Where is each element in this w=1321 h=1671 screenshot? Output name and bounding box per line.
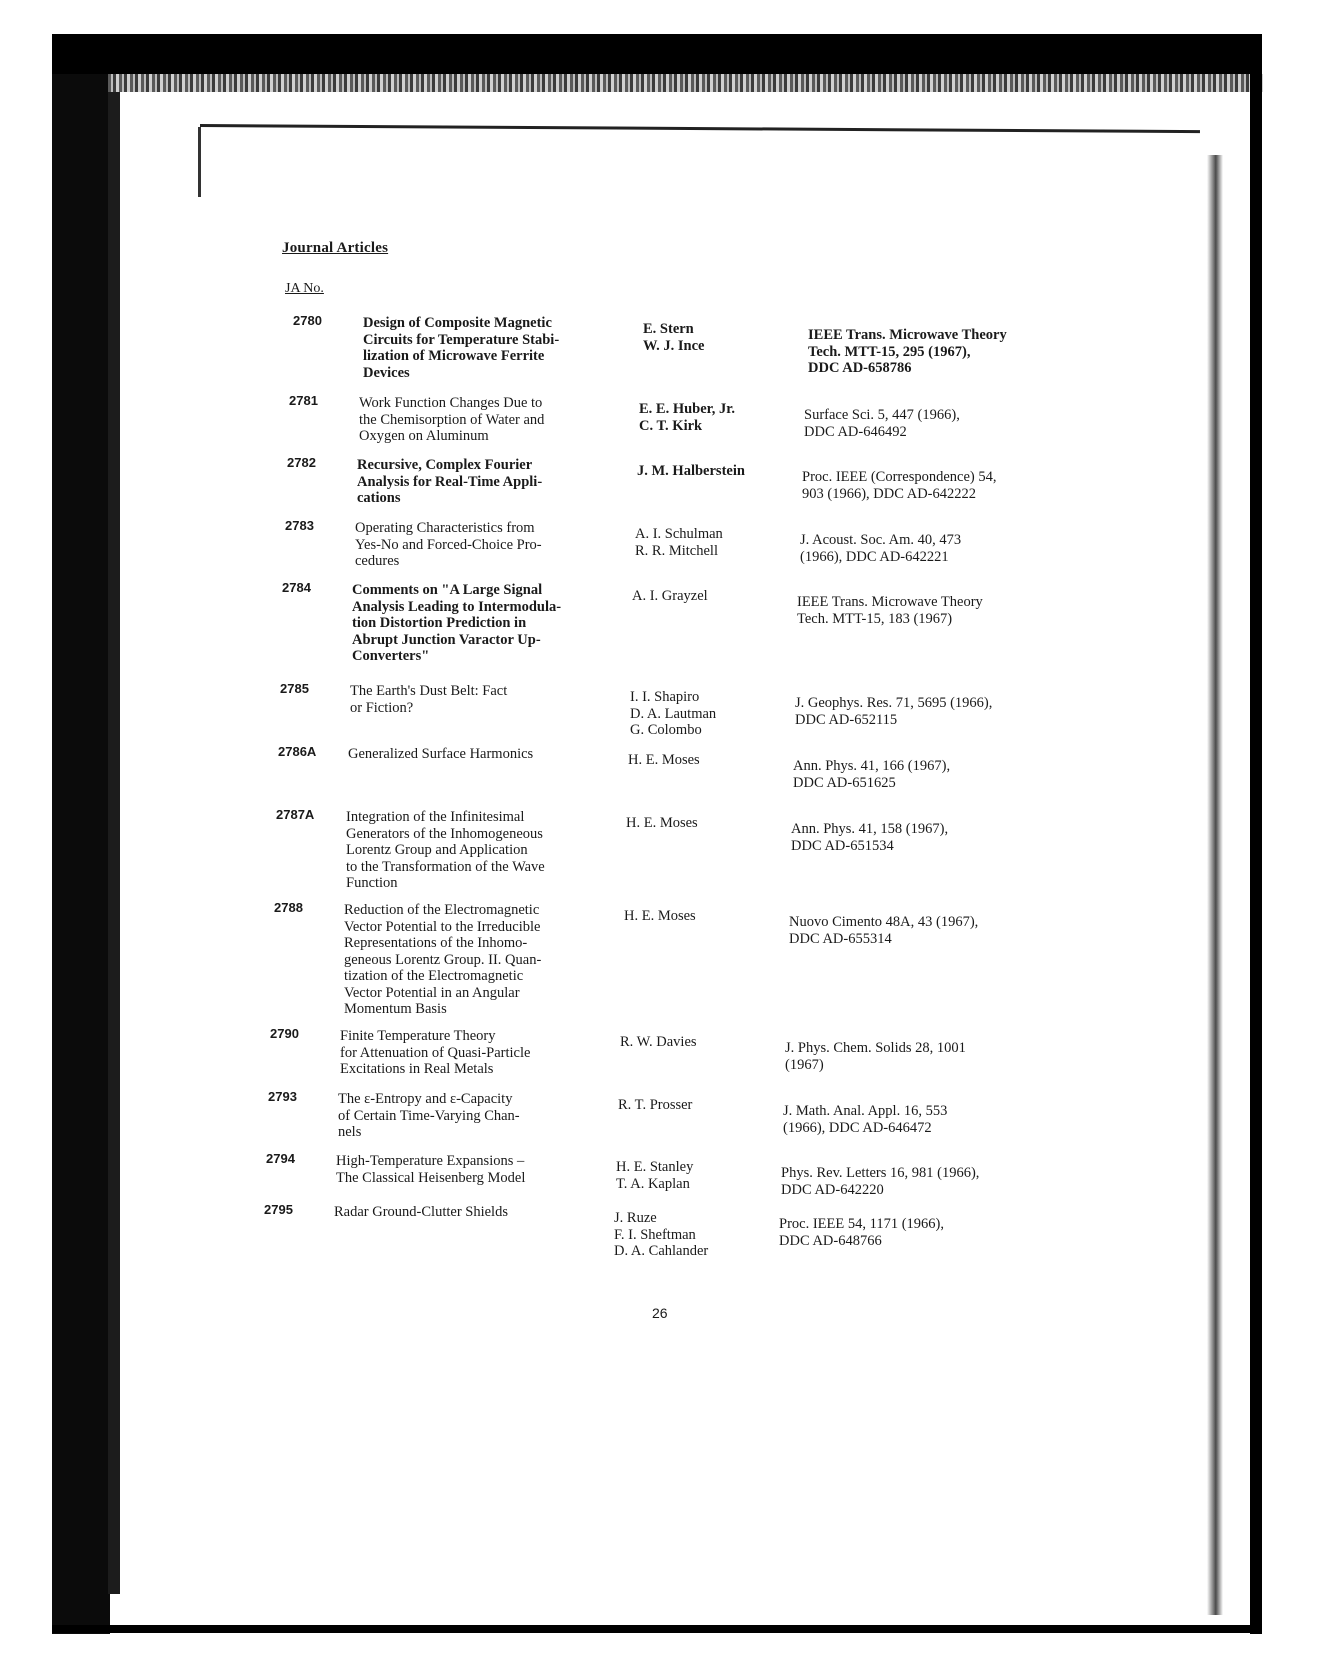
article-title-line: cedures <box>355 553 400 569</box>
article-authors-line: D. A. Cahlander <box>614 1243 709 1259</box>
article-authors-line: G. Colombo <box>630 722 702 738</box>
ja-number: 2783 <box>285 518 314 533</box>
article-authors-line: C. T. Kirk <box>639 417 703 434</box>
article-reference-line: (1966), DDC AD-646472 <box>783 1119 932 1136</box>
article-authors-line: T. A. Kaplan <box>616 1175 690 1192</box>
article-authors <box>632 588 792 605</box>
article-authors-line: R. T. Prosser <box>618 1097 693 1113</box>
article-reference-line: Tech. MTT-15, 183 (1967) <box>797 610 953 627</box>
article-title <box>352 582 632 665</box>
article-reference-line: DDC AD-646492 <box>804 423 907 440</box>
article-title-line: of Certain Time-Varying Chan- <box>338 1107 520 1124</box>
article-title-line: for Attenuation of Quasi-Particle <box>340 1044 531 1061</box>
article-title-line: Vector Potential in an Angular <box>344 984 520 1001</box>
article-authors-line: J. M. Halberstein <box>637 463 745 479</box>
article-title-line: tization of the Electromagnetic <box>344 968 524 984</box>
article-title-line: The Earth's Dust Belt: Fact <box>350 683 508 699</box>
article-reference <box>800 532 1080 565</box>
article-title-line: tion Distortion Prediction in <box>352 615 527 631</box>
page-edge-rule-left <box>198 127 201 197</box>
article-title-line: Recursive, Complex Fourier <box>357 457 533 473</box>
article-title-line: Circuits for Temperature Stabi- <box>363 331 560 348</box>
article-title <box>344 902 624 1018</box>
section-title: Journal Articles <box>282 240 389 256</box>
scan-page-edge-right <box>1207 155 1223 1615</box>
article-reference-line: Surface Sci. 5, 447 (1966), <box>804 407 960 423</box>
article-authors <box>639 401 799 434</box>
ja-number: 2782 <box>287 455 316 470</box>
article-reference-line: Nuovo Cimento 48A, 43 (1967), <box>789 914 979 930</box>
article-authors-line: H. E. Moses <box>628 752 700 768</box>
article-reference <box>793 758 1073 791</box>
article-reference-line: Phys. Rev. Letters 16, 981 (1966), <box>781 1165 980 1181</box>
article-authors <box>628 752 788 769</box>
article-title-line: or Fiction? <box>350 699 414 716</box>
article-reference <box>808 327 1088 377</box>
article-title-line: High-Temperature Expansions – <box>336 1153 525 1169</box>
article-reference-line: Ann. Phys. 41, 158 (1967), <box>791 821 949 837</box>
article-title <box>338 1091 618 1141</box>
article-reference-line: J. Phys. Chem. Solids 28, 1001 <box>785 1040 966 1056</box>
scan-border-left-inner <box>108 34 120 1594</box>
scan-border-top <box>52 34 1262 74</box>
article-authors-line: J. Ruze <box>614 1210 657 1226</box>
article-authors-line: D. A. Lautman <box>630 705 717 722</box>
article-reference-line: (1966), DDC AD-642221 <box>800 548 949 565</box>
article-title-line: Comments on "A Large Signal <box>352 582 543 598</box>
article-reference <box>802 469 1082 502</box>
article-reference <box>785 1040 1065 1073</box>
article-reference-line: DDC AD-648766 <box>779 1232 882 1249</box>
article-title-line: Momentum Basis <box>344 1001 447 1017</box>
article-reference-line: Tech. MTT-15, 295 (1967), <box>808 343 971 360</box>
article-authors <box>618 1097 778 1114</box>
article-title-line: Work Function Changes Due to <box>359 395 543 411</box>
ja-number: 2785 <box>280 681 309 696</box>
article-title <box>355 520 635 570</box>
article-title <box>340 1028 620 1078</box>
ja-number: 2788 <box>274 900 303 915</box>
article-title-line: Generalized Surface Harmonics <box>348 746 534 762</box>
article-title-line: Design of Composite Magnetic <box>363 315 552 331</box>
article-title-line: Generators of the Inhomogeneous <box>346 825 543 842</box>
article-title <box>348 746 628 763</box>
article-authors-line: A. I. Schulman <box>635 526 723 542</box>
article-title-line: Excitations in Real Metals <box>340 1061 494 1077</box>
article-authors-line: H. E. Moses <box>624 908 696 924</box>
ja-number: 2786A <box>278 744 317 759</box>
article-reference-line: DDC AD-655314 <box>789 930 892 947</box>
scan-border-top-band <box>108 74 1263 92</box>
article-authors-line: H. E. Stanley <box>616 1159 694 1175</box>
article-title-line: Oxygen on Aluminum <box>359 428 489 444</box>
article-title <box>359 395 639 445</box>
article-title <box>346 809 626 892</box>
article-reference <box>783 1103 1063 1136</box>
ja-number: 2795 <box>264 1202 293 1217</box>
article-reference-line: IEEE Trans. Microwave Theory <box>797 594 983 610</box>
article-authors <box>637 463 797 480</box>
page-number: 26 <box>652 1305 668 1321</box>
article-title-line: Converters" <box>352 648 430 664</box>
article-authors <box>624 908 784 925</box>
article-title-line: Vector Potential to the Irreducible <box>344 918 541 935</box>
ja-number: 2787A <box>276 807 315 822</box>
article-authors-line: E. E. Huber, Jr. <box>639 401 736 417</box>
ja-number: 2790 <box>270 1026 299 1041</box>
ja-number: 2794 <box>266 1151 295 1166</box>
article-reference <box>779 1216 1059 1249</box>
article-title-line: the Chemisorption of Water and <box>359 411 545 428</box>
article-authors-line: I. I. Shapiro <box>630 689 700 705</box>
article-title-line: geneous Lorentz Group. II. Quan- <box>344 951 542 968</box>
article-authors-line: E. Stern <box>643 321 694 337</box>
article-title-line: Function <box>346 875 398 891</box>
article-title-line: The Classical Heisenberg Model <box>336 1169 526 1186</box>
scan-border-bottom <box>52 1625 1262 1633</box>
column-label-ja-no: JA No. <box>285 281 324 296</box>
article-reference-line: (1967) <box>785 1056 824 1073</box>
article-authors <box>643 321 803 354</box>
article-authors <box>635 526 795 559</box>
article-reference-line: DDC AD-642220 <box>781 1181 884 1198</box>
article-title <box>363 315 643 381</box>
article-authors <box>630 689 790 739</box>
article-reference-line: J. Geophys. Res. 71, 5695 (1966), <box>795 695 993 711</box>
article-title-line: Reduction of the Electromagnetic <box>344 902 540 918</box>
article-reference <box>795 695 1075 728</box>
ja-number: 2793 <box>268 1089 297 1104</box>
article-title-line: Representations of the Inhomo- <box>344 935 528 951</box>
article-reference-line: DDC AD-652115 <box>795 711 898 728</box>
article-reference-line: 903 (1966), DDC AD-642222 <box>802 485 976 502</box>
article-authors <box>620 1034 780 1051</box>
article-title-line: Devices <box>363 364 410 381</box>
ja-number: 2781 <box>289 393 318 408</box>
article-title-line: Integration of the Infinitesimal <box>346 809 525 825</box>
article-reference-line: IEEE Trans. Microwave Theory <box>808 327 1007 343</box>
article-title <box>357 457 637 507</box>
article-authors-line: H. E. Moses <box>626 815 698 831</box>
article-authors <box>614 1210 774 1260</box>
article-title-line: Lorentz Group and Application <box>346 842 528 858</box>
scan-border-left <box>52 34 110 1634</box>
article-reference <box>804 407 1084 440</box>
article-reference-line: J. Acoust. Soc. Am. 40, 473 <box>800 532 962 548</box>
article-authors-line: F. I. Sheftman <box>614 1226 696 1243</box>
article-title-line: Analysis for Real-Time Appli- <box>357 473 543 490</box>
article-reference-line: DDC AD-651625 <box>793 774 896 791</box>
article-reference-line: J. Math. Anal. Appl. 16, 553 <box>783 1103 948 1119</box>
article-reference <box>797 594 1077 627</box>
article-reference <box>791 821 1071 854</box>
article-title-line: The ε-Entropy and ε-Capacity <box>338 1091 513 1107</box>
article-title-line: to the Transformation of the Wave <box>346 858 545 875</box>
article-authors <box>616 1159 776 1192</box>
article-reference-line: Proc. IEEE 54, 1171 (1966), <box>779 1216 944 1232</box>
article-reference <box>781 1165 1061 1198</box>
article-title-line: nels <box>338 1124 362 1140</box>
article-reference-line: DDC AD-651534 <box>791 837 894 854</box>
article-reference <box>789 914 1069 947</box>
ja-number: 2784 <box>282 580 311 595</box>
article-title-line: Finite Temperature Theory <box>340 1028 496 1044</box>
article-reference-line: Proc. IEEE (Correspondence) 54, <box>802 469 997 485</box>
article-title-line: Abrupt Junction Varactor Up- <box>352 631 541 648</box>
article-authors <box>626 815 786 832</box>
article-authors-line: R. W. Davies <box>620 1034 697 1050</box>
page-edge-rule <box>200 124 1200 133</box>
scan-border-right <box>1250 34 1262 1634</box>
article-title-line: cations <box>357 490 401 506</box>
article-title <box>334 1204 614 1221</box>
article-title <box>336 1153 616 1186</box>
article-title-line: Radar Ground-Clutter Shields <box>334 1204 508 1220</box>
article-title-line: lization of Microwave Ferrite <box>363 348 545 364</box>
article-title-line: Analysis Leading to Intermodula- <box>352 598 562 615</box>
article-title-line: Yes-No and Forced-Choice Pro- <box>355 536 542 553</box>
article-authors-line: W. J. Ince <box>643 337 705 354</box>
article-authors-line: R. R. Mitchell <box>635 542 718 559</box>
article-reference-line: DDC AD-658786 <box>808 360 912 376</box>
article-reference-line: Ann. Phys. 41, 166 (1967), <box>793 758 951 774</box>
ja-number: 2780 <box>293 313 322 328</box>
article-title-line: Operating Characteristics from <box>355 520 535 536</box>
article-title <box>350 683 630 716</box>
article-authors-line: A. I. Grayzel <box>632 588 708 604</box>
